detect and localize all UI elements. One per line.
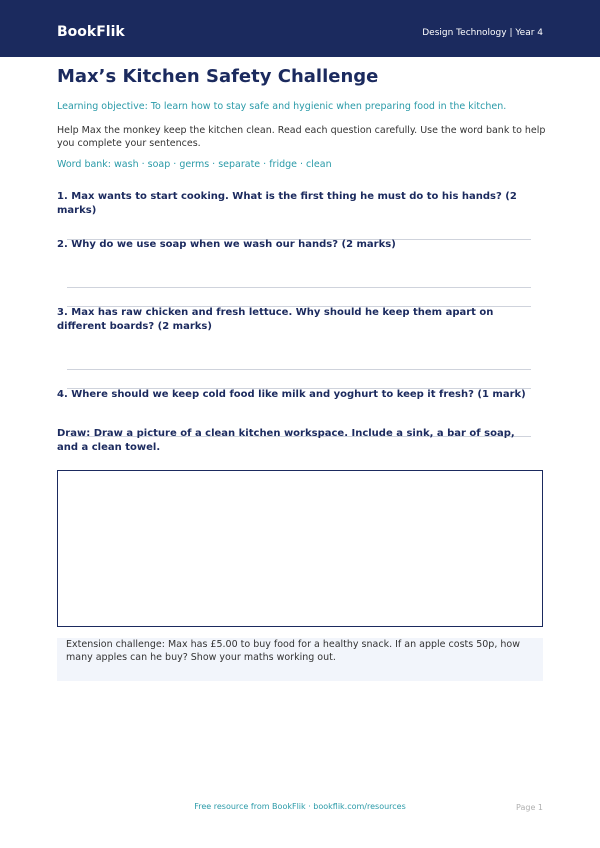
question-1: 1. Max wants to start cooking. What is the first thing he must do to his hands? (2 marks)	[57, 191, 517, 216]
page-header	[0, 0, 600, 57]
footer-link[interactable]: Free resource from BookFlik · bookflik.com/resources	[194, 802, 406, 811]
question-3: 3. Max has raw chicken and fresh lettuce. Why should he keep them apart on different boards? (2 marks)	[57, 307, 494, 332]
extension-challenge: Extension challenge: Max has £5.00 to buy food for a healthy snack. If an apple costs 50p, how many apples can he buy? Show your maths working out.	[57, 638, 543, 681]
page-title: Max’s Kitchen Safety Challenge	[57, 66, 379, 87]
word-bank: Word bank: wash · soap · germs · separate · fridge · clean	[57, 159, 332, 170]
page-number: Page 1	[516, 803, 543, 812]
question-4: 4. Where should we keep cold food like milk and yoghurt to keep it fresh? (1 mark)	[57, 389, 526, 400]
draw-prompt: Draw: Draw a picture of a clean kitchen workspace. Include a sink, a bar of soap, and a clean towel.	[57, 428, 515, 453]
question-2: 2. Why do we use soap when we wash our hands? (2 marks)	[57, 239, 396, 250]
drawing-box[interactable]	[57, 470, 543, 627]
subject-label: Design Technology | Year 4	[422, 28, 543, 38]
learning-objective: Learning objective: To learn how to stay safe and hygienic when preparing food in the kitchen.	[57, 101, 507, 112]
intro-text: Help Max the monkey keep the kitchen clean. Read each question carefully. Use the word bank to help you complete your sentences.	[57, 125, 546, 149]
answer-line[interactable]	[67, 369, 531, 370]
brand-logo: BookFlik	[57, 24, 125, 40]
answer-line[interactable]	[67, 287, 531, 288]
